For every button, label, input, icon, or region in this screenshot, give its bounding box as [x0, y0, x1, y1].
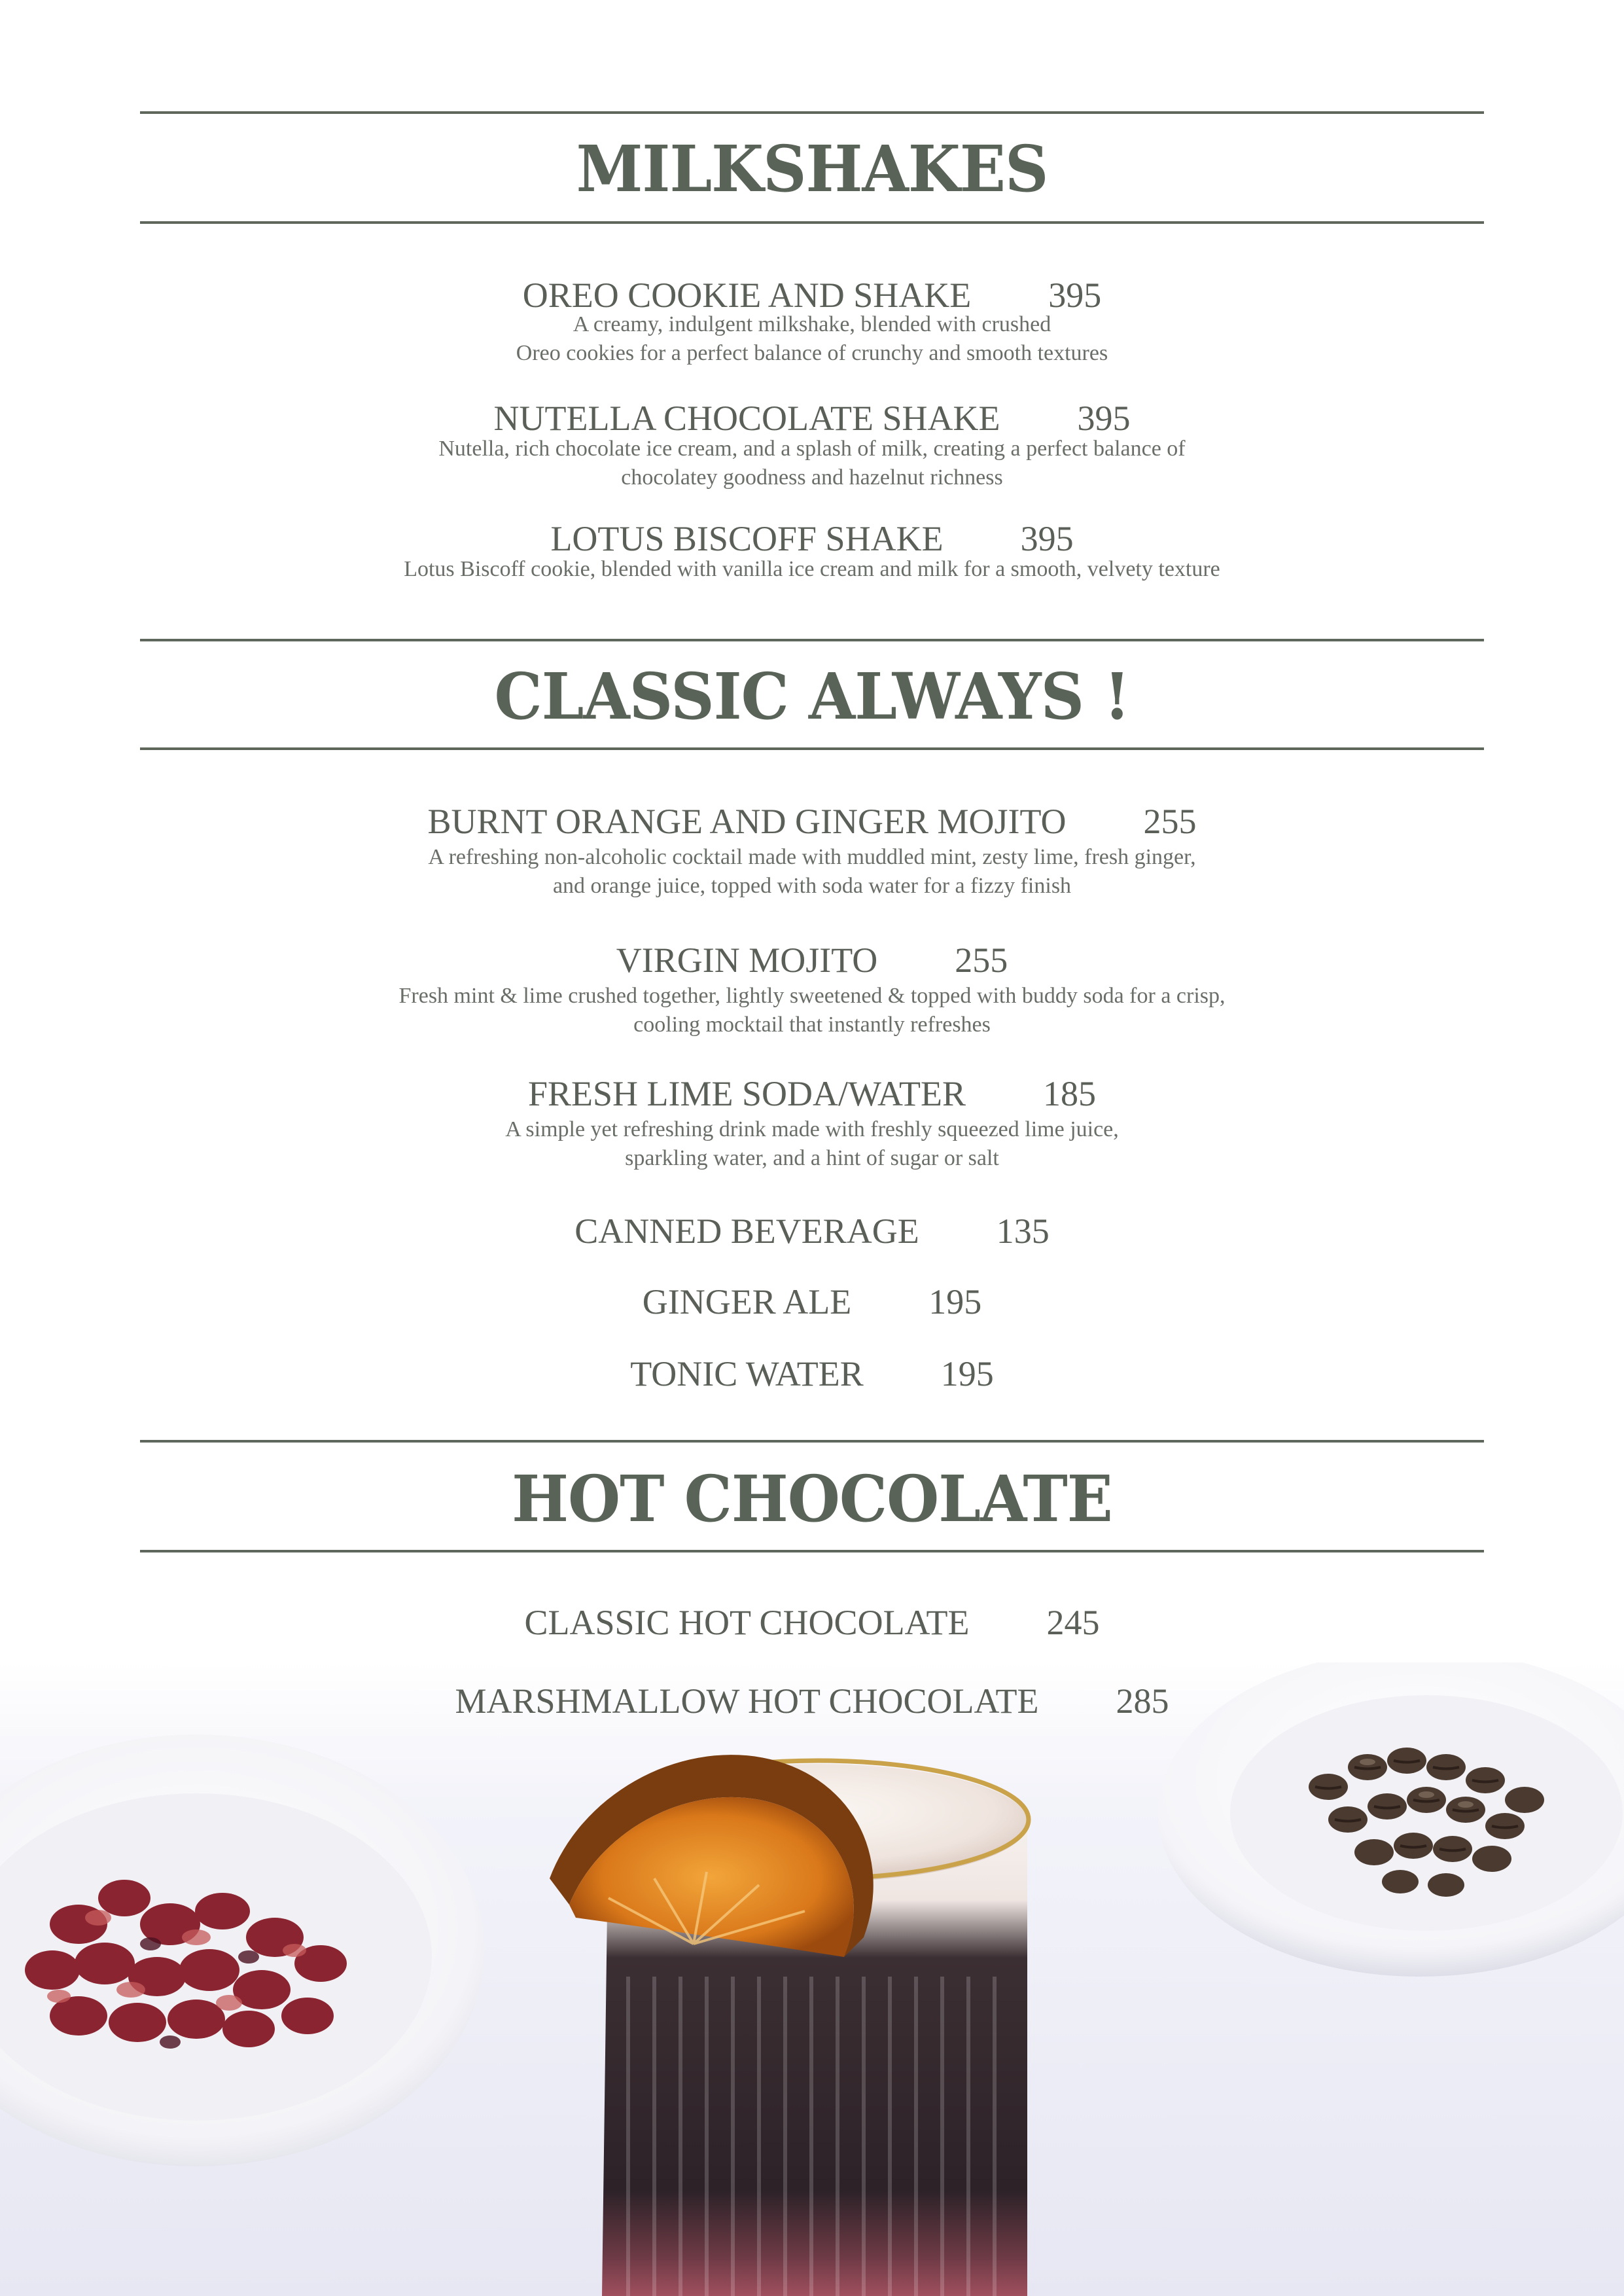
item-price: 395: [1048, 276, 1102, 315]
item-name: LOTUS BISCOFF SHAKE: [550, 519, 944, 558]
section-divider: [140, 221, 1484, 224]
cranberry-bowl: [0, 1734, 484, 2166]
description-line: Fresh mint & lime crushed together, lightly sweetened & topped with buddy soda for a crisp,: [398, 984, 1226, 1008]
section-divider: [140, 639, 1484, 641]
menu-item: [0, 278, 1624, 313]
item-description: [0, 1115, 1624, 1173]
description-line: Oreo cookies for a perfect balance of crunchy and smooth textures: [516, 341, 1108, 365]
menu-item: [0, 942, 1624, 978]
menu-item: [0, 1605, 1624, 1640]
item-name: GINGER ALE: [642, 1282, 852, 1321]
item-description: [0, 435, 1624, 492]
menu-item: [0, 1076, 1624, 1111]
item-price: 245: [1046, 1603, 1100, 1642]
item-name: NUTELLA CHOCOLATE SHAKE: [493, 399, 1000, 438]
description-line: Lotus Biscoff cookie, blended with vanilla ice cream and milk for a smooth, velvety texture: [404, 557, 1220, 581]
item-price: 135: [996, 1211, 1050, 1251]
section-divider: [140, 1440, 1484, 1443]
orange-slice-garnish: [550, 1755, 874, 1957]
item-name: VIRGIN MOJITO: [616, 941, 878, 980]
drink-photo: [0, 1662, 1624, 2296]
section-divider: [140, 747, 1484, 750]
item-description: [0, 982, 1624, 1039]
section-title-milkshakes: MILKSHAKES: [576, 131, 1048, 207]
item-price: 195: [940, 1354, 994, 1393]
menu-item: [0, 401, 1624, 436]
item-name: CANNED BEVERAGE: [574, 1211, 919, 1251]
item-name: MARSHMALLOW HOT CHOCOLATE: [455, 1681, 1039, 1721]
description-line: A refreshing non-alcoholic cocktail made with muddled mint, zesty lime, fresh ginger,: [428, 845, 1196, 869]
menu-item: [0, 804, 1624, 839]
item-name: CLASSIC HOT CHOCOLATE: [524, 1603, 970, 1642]
item-name: BURNT ORANGE AND GINGER MOJITO: [427, 802, 1067, 841]
item-price: 395: [1020, 519, 1074, 558]
item-price: 185: [1043, 1074, 1097, 1113]
section-divider: [140, 111, 1484, 114]
item-price: 255: [955, 941, 1008, 980]
item-price: 255: [1143, 802, 1197, 841]
description-line: Nutella, rich chocolate ice cream, and a splash of milk, creating a perfect balance of: [438, 437, 1186, 461]
description-line: sparkling water, and a hint of sugar or salt: [625, 1146, 999, 1170]
coffee-bean-bowl: [1158, 1662, 1624, 1977]
item-description: [0, 310, 1624, 368]
item-description: [0, 843, 1624, 901]
section-title-classic-always: CLASSIC ALWAYS !: [494, 658, 1130, 734]
item-price: 195: [928, 1282, 982, 1321]
description-line: A simple yet refreshing drink made with freshly squeezed lime juice,: [505, 1117, 1119, 1141]
item-description: [0, 555, 1624, 584]
menu-item: [0, 1284, 1624, 1319]
menu-item: [0, 521, 1624, 556]
section-divider: [140, 1550, 1484, 1552]
description-line: cooling mocktail that instantly refreshes: [633, 1013, 991, 1037]
item-name: OREO COOKIE AND SHAKE: [522, 276, 972, 315]
item-name: TONIC WATER: [630, 1354, 864, 1393]
description-line: and orange juice, topped with soda water for a fizzy finish: [552, 874, 1072, 898]
item-price: 285: [1116, 1681, 1169, 1721]
menu-item: [0, 1213, 1624, 1249]
menu-item: [0, 1356, 1624, 1391]
item-name: FRESH LIME SODA/WATER: [527, 1074, 966, 1113]
description-line: A creamy, indulgent milkshake, blended with crushed: [573, 312, 1051, 336]
description-line: chocolatey goodness and hazelnut richness: [621, 465, 1003, 490]
item-price: 395: [1077, 399, 1131, 438]
section-title-hot-chocolate: HOT CHOCOLATE: [512, 1461, 1112, 1537]
